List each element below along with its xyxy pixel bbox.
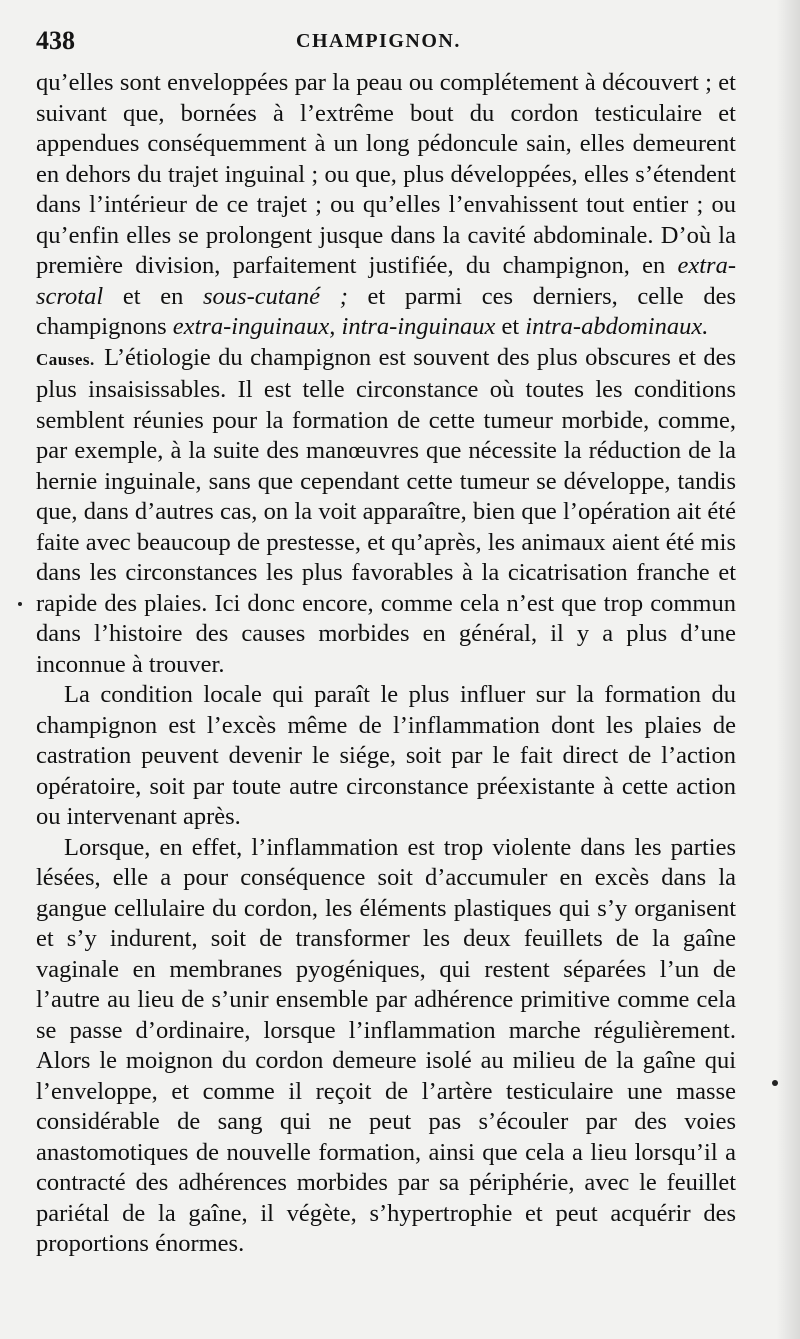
page-header	[36, 26, 736, 66]
text-run: L’étiologie du champignon est souvent des plus obscures et des plus insaisissables. Il est telle circonstance où toutes les conditions semblent réunies pour la formation de cette tumeur morbide, comme, par exemple, à la suite des manœuvres que nécessite la réduction de la hernie inguinale, sans que cependant cette tumeur se développe, tandis que, dans d’autres cas, on la voit apparaître, bien que l’opération ait été faite avec beaucoup de prestesse, et qu’après, les animaux aient été mis dans les circonstances les plus favorables à la cicatrisation franche et rapide des plaies. Ici donc encore, comme cela n’est que trop commun dans l’histoire des causes morbides en général, il y a plus d’une inconnue à trouver.	[36, 343, 736, 678]
italic-term: extra-scrotal	[36, 252, 736, 310]
running-head: CHAMPIGNON.	[296, 30, 461, 52]
text-run: qu’elles sont enveloppées par la peau ou complétement à découvert ; et suivant que, bornées à l’extrême bout du cordon testiculaire et appendues conséquemment à un long pédoncule sain, elles demeurent en dehors du trajet inguinal ; ou que, plus développées, elles s’étendent dans l’intérieur de ce trajet ; ou qu’elles l’envahissent tout entier ; ou qu’enfin elles se prolongent jusque dans la cavité abdominale. D’où la première division, parfaitement justifiée, du champignon, en	[36, 69, 736, 279]
text-run: et parmi ces derniers, celle des champignons	[36, 282, 736, 340]
section-sidehead: Causes.	[36, 349, 95, 369]
ink-speck	[772, 1080, 778, 1086]
paragraph-inflammation	[36, 833, 736, 1260]
text-run: La condition locale qui paraît le plus influer sur la formation du champignon est l’excès même de l’inflammation dont les plaies de castration peuvent devenir le siége, soit par le fait direct de l’action opératoire, soit par toute autre circonstance préexistante à cette action ou intervenant après.	[36, 681, 736, 830]
text-run: et	[495, 313, 526, 340]
ink-speck	[18, 602, 22, 606]
italic-term: extra-inguinaux, intra-inguinaux	[172, 313, 496, 340]
page-number: 438	[36, 26, 75, 55]
italic-term: intra-abdominaux.	[525, 313, 709, 340]
paragraph-local-condition	[36, 680, 736, 833]
italic-term: sous-cutané ;	[203, 282, 348, 310]
paragraph-classification	[36, 68, 736, 343]
body-text	[36, 68, 736, 1260]
text-run: Lorsque, en effet, l’inflammation est trop violente dans les parties lésées, elle a pour conséquence soit d’accumuler en excès dans la gangue cellulaire du cordon, les éléments plastiques qui s’y organisent et s’y indurent, soit de transformer les deux feuillets de la gaîne vaginale en membranes pyogéniques, qui restent séparées l’un de l’autre au lieu de s’unir ensemble par adhérence primitive comme cela se passe d’ordinaire, lorsque l’inflammation marche régulièrement. Alors le moignon du cordon demeure isolé au milieu de la gaîne qui l’enveloppe, et comme il reçoit de l’artère testiculaire une masse considérable de sang qui ne peut pas s’écouler par des voies anastomotiques de nouvelle formation, ainsi que cela a lieu lorsqu’il a contracté des adhérences morbides par sa périphérie, avec le feuillet pariétal de la gaîne, il végète, s’hypertrophie et peut acquérir des proportions énormes.	[36, 833, 736, 1257]
text-run: et en	[103, 282, 203, 310]
paragraph-causes	[36, 343, 736, 681]
page-edge-shadow	[776, 0, 800, 1339]
